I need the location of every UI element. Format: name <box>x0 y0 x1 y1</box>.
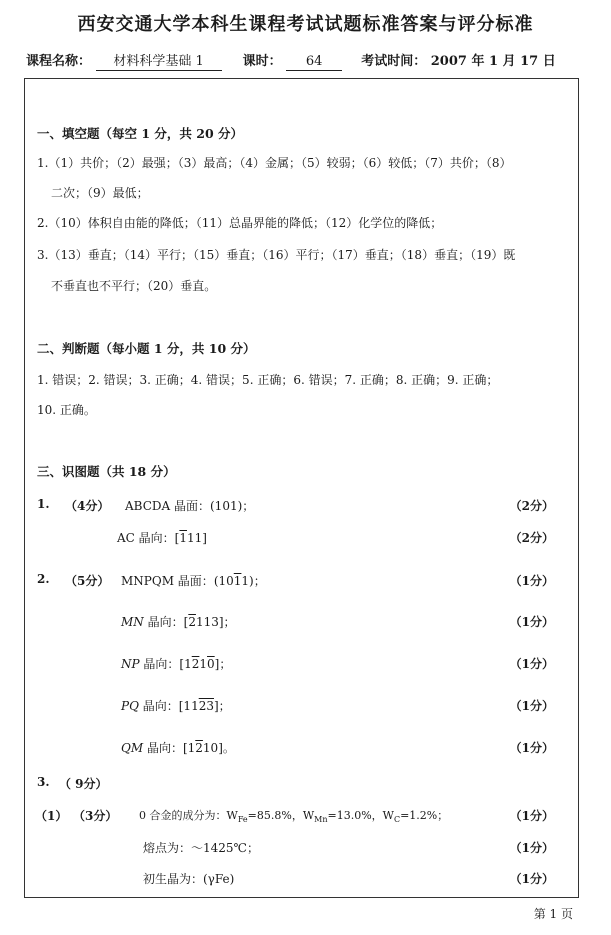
q1-plane-points: （2分） <box>509 499 554 513</box>
exam-time-label: 考试时间： <box>361 54 427 69</box>
course-info-line <box>26 50 586 71</box>
q1-direction-points: （2分） <box>509 531 554 545</box>
q2-mn-direction: MN 晶向：[2113]； <box>121 615 236 629</box>
section1-line-1: 1.（1）共价；（2）最强；（3）最高；（4）金属；（5）较弱；（6）较低；（7）共价；（8） <box>37 156 512 170</box>
course-name-label: 课程名称： <box>26 54 92 69</box>
q3-composition-points: （1分） <box>509 809 554 823</box>
section1-title: 一、填空题（每空 1 分，共 20 分） <box>37 126 244 141</box>
q1-answer-direction: AC 晶向：[111] <box>117 531 207 545</box>
q3-sub1-score: （3分） <box>73 809 118 823</box>
exam-time-value: 2007 年 1 月 17 日 <box>430 54 556 69</box>
section1-line-4: 3.（13）垂直；（14）平行；（15）垂直；（16）平行；（17）垂直；（18）垂直；（19）既 <box>37 248 516 262</box>
page-title: 西安交通大学本科生课程考试试题标准答案与评分标准 <box>77 14 534 35</box>
hours-value: 64 <box>286 54 342 71</box>
q2-np-points: （1分） <box>509 657 554 671</box>
section1-line-2: 二次；（9）最低； <box>51 186 149 200</box>
q1-score: （4分） <box>65 499 110 513</box>
q1-number: 1. <box>37 497 50 511</box>
section2-line-1: 1. 错误；2. 错误；3. 正确；4. 错误；5. 正确；6. 错误；7. 正确；8. 正确；9. 正确； <box>37 373 499 387</box>
page-number: 第 1 页 <box>533 907 573 921</box>
q1-answer-plane: ABCDA 晶面：(101)； <box>125 499 255 513</box>
q2-pq-direction: PQ 晶向：[1123]； <box>121 699 231 713</box>
q3-primary-points: （1分） <box>509 872 554 886</box>
section1-line-3: 2.（10）体积自由能的降低；（11）总晶界能的降低；（12）化学位的降低； <box>37 216 443 230</box>
q2-mn-points: （1分） <box>509 615 554 629</box>
q2-pq-points: （1分） <box>509 699 554 713</box>
q3-number: 3. <box>37 775 50 789</box>
q3-melting-point: 熔点为：～1425℃； <box>143 841 259 855</box>
section2-title: 二、判断题（每小题 1 分，共 10 分） <box>37 341 256 356</box>
q3-melting-points: （1分） <box>509 841 554 855</box>
section2-line-2: 10. 正确。 <box>37 403 96 417</box>
answer-box <box>24 78 579 898</box>
q2-number: 2. <box>37 572 50 586</box>
q3-composition: 0 合金的成分为：$W_{Fe}=85.8\%$，$W_{Mn}=13.0\%$，$W_C=1.2\%$； <box>139 809 449 825</box>
q2-qm-points: （1分） <box>509 741 554 755</box>
q2-np-direction: NP 晶向：[1210]； <box>121 657 232 671</box>
q3-primary-crystal: 初生晶为：(γFe) <box>143 872 235 886</box>
course-name-value: 材料科学基础 1 <box>96 54 222 71</box>
section3-title: 三、识图题（共 18 分） <box>37 464 176 479</box>
section1-line-5: 不垂直也不平行；（20）垂直。 <box>51 279 217 293</box>
hours-label: 课时： <box>242 54 282 69</box>
q2-answer-plane: MNPQM 晶面：(1011)； <box>121 574 266 588</box>
q3-score: （ 9分） <box>59 777 108 791</box>
q2-qm-direction: QM 晶向：[1210]。 <box>121 741 235 755</box>
q3-sub1-number: （1） <box>35 809 68 823</box>
q2-score: （5分） <box>65 574 110 588</box>
q2-plane-points: （1分） <box>509 574 554 588</box>
